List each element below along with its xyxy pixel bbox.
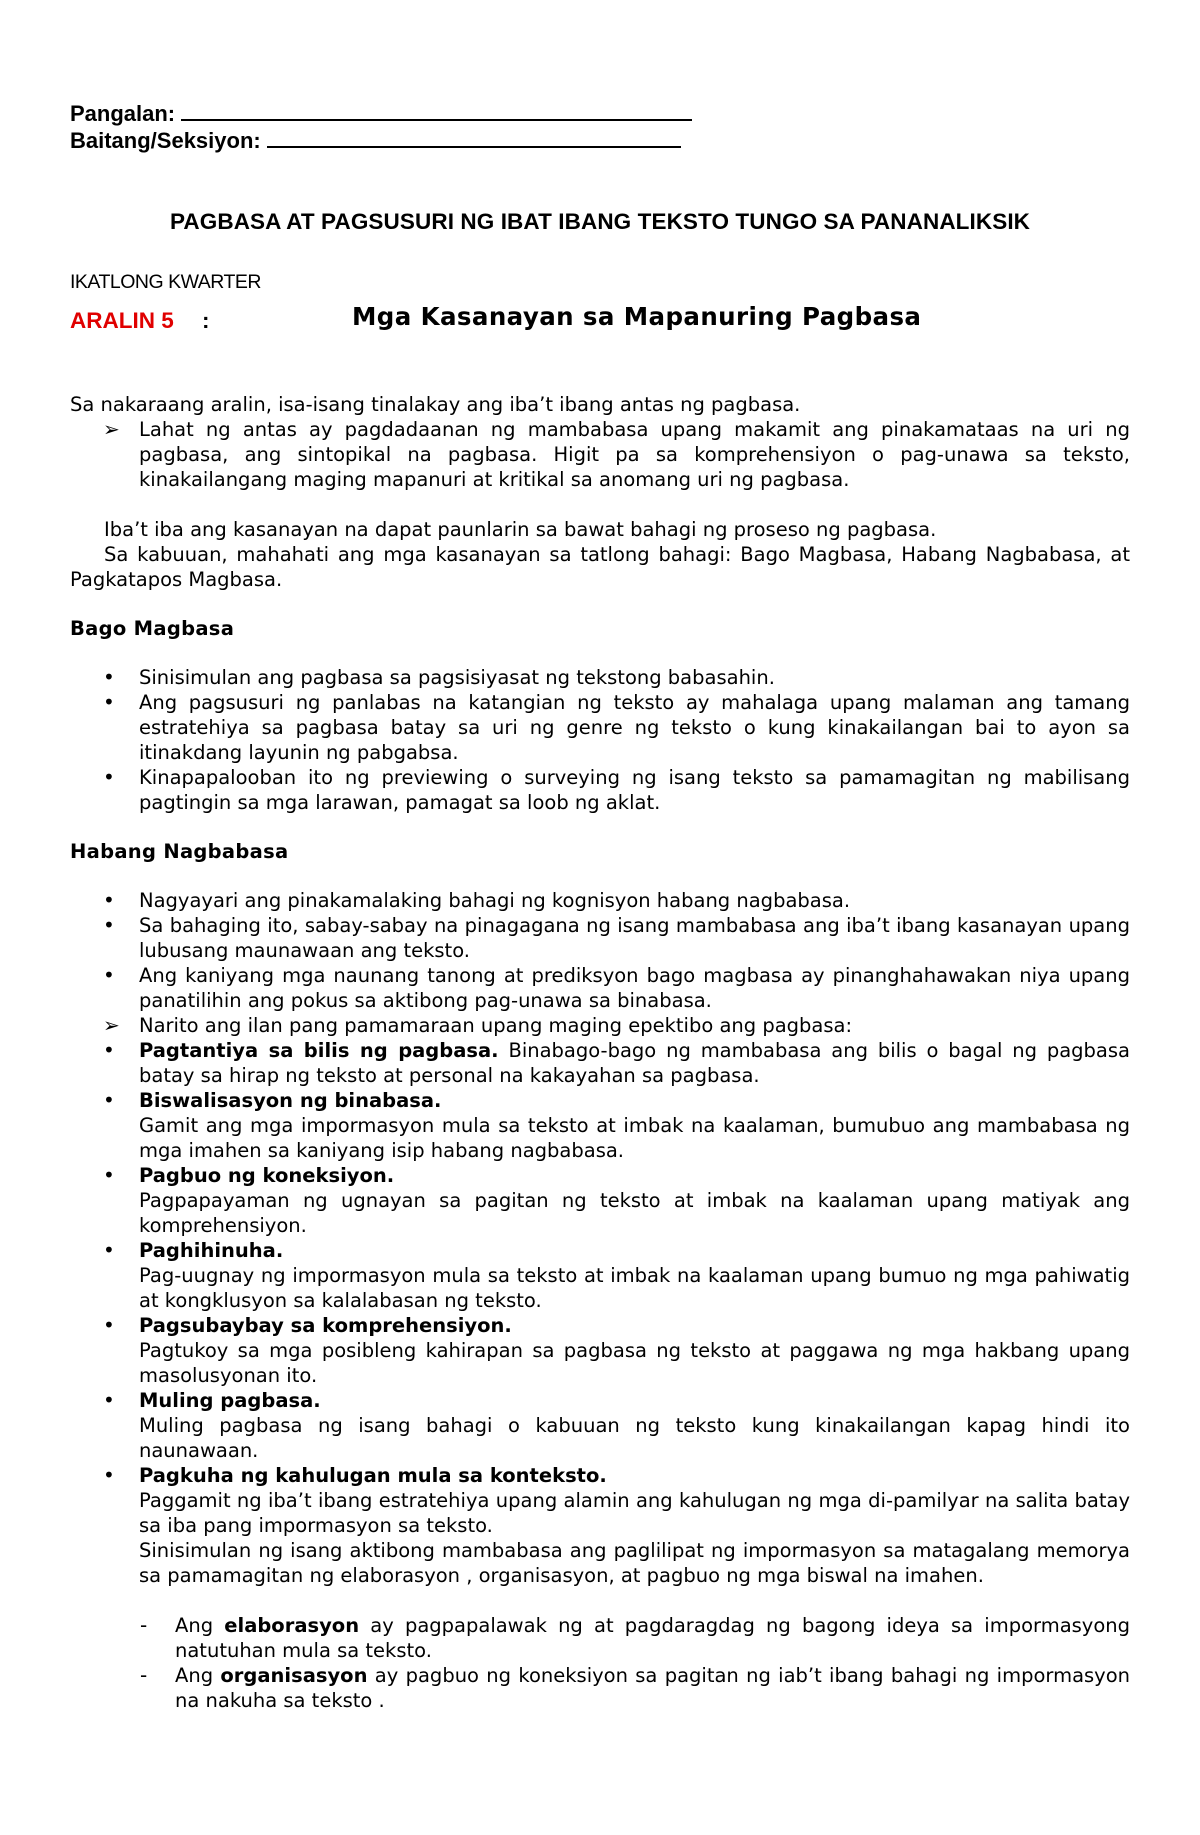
arrow-icon: ➢ xyxy=(103,1013,120,1037)
list-item xyxy=(70,665,1130,690)
dash-icon: - xyxy=(140,1613,148,1637)
habang-list xyxy=(70,888,1130,1588)
bullet-icon: • xyxy=(103,1163,115,1187)
strategy-desc: Pag-uugnay ng impormasyon mula sa teksto at imbak na kaalaman upang bumuo ng mga pahiwatig at kongklusyon sa kalalabasan ng teksto. xyxy=(139,1264,1130,1312)
strategy-item xyxy=(70,1238,1130,1313)
dash-post: ay pagpapalawak ng at pagdaragdag ng bagong ideya sa impormasyong natutuhan mula sa teksto. xyxy=(175,1614,1131,1662)
list-item xyxy=(70,963,1130,1013)
section-field xyxy=(70,127,1130,154)
strategy-desc: Paggamit ng iba’t ibang estratehiya upang alamin ang kahulugan ng mga di-pamilyar na salita batay sa iba pang impormasyon sa teksto. xyxy=(139,1489,1130,1537)
strategy-term: Muling pagbasa. xyxy=(139,1389,321,1412)
bullet-icon: • xyxy=(103,1038,115,1062)
intro-paragraph-2: Sa kabuuan, mahahati ang mga kasanayan sa tatlong bahagi: Bago Magbasa, Habang Nagbabasa, at Pagkatapos Magbasa. xyxy=(70,543,1130,591)
bullet-icon: • xyxy=(103,765,115,789)
document-title: PAGBASA AT PAGSUSURI NG IBAT IBANG TEKSTO TUNGO SA PANANALIKSIK xyxy=(169,209,1031,234)
bago-item-text: Sinisimulan ang pagbasa sa pagsisiyasat ng tekstong babasahin. xyxy=(139,666,775,689)
bago-item-text: Kinapapalooban ito ng previewing o surveying ng isang teksto sa pamamagitan ng mabilisang pagtingin sa mga larawan, pamagat sa loob ng aklat. xyxy=(139,766,1130,814)
strategy-desc: Pagpapayaman ng ugnayan sa pagitan ng teksto at imbak na kaalaman upang matiyak ang komprehensiyon. xyxy=(139,1189,1130,1237)
strategy-term: Pagtantiya sa bilis ng pagbasa. xyxy=(139,1039,499,1062)
name-blank[interactable] xyxy=(181,100,692,121)
dash-pre: Ang xyxy=(175,1664,214,1687)
bullet-icon: • xyxy=(103,1388,115,1412)
intro-arrow-text: Lahat ng antas ay pagdadaanan ng mambabasa upang makamit ang pinakamataas na uri ng pagbasa, ang sintopikal na pagbasa. Higit pa sa komprehensiyon o pag-unawa sa teksto, kinakailangang maging mapanuri at kritikal sa anomang uri ng pagbasa. xyxy=(139,418,1130,491)
habang-heading: Habang Nagbabasa xyxy=(70,840,289,863)
lesson-header xyxy=(70,300,1130,340)
intro-paragraph-1: Iba’t iba ang kasanayan na dapat paunlarin sa bawat bahagi ng proseso ng pagbasa. xyxy=(104,518,937,541)
dash-term: organisasyon xyxy=(220,1664,368,1687)
dash-icon: - xyxy=(140,1663,148,1687)
lesson-number: ARALIN 5 xyxy=(70,308,174,333)
bullet-icon: • xyxy=(103,1313,115,1337)
bullet-icon: • xyxy=(103,913,115,937)
dash-item xyxy=(70,1613,1130,1663)
strategy-item xyxy=(70,1038,1130,1088)
strategy-term: Biswalisasyon ng binabasa. xyxy=(139,1089,442,1112)
dash-item xyxy=(70,1663,1130,1713)
list-item xyxy=(70,888,1130,913)
name-label: Pangalan: xyxy=(70,101,176,126)
intro-line: Sa nakaraang aralin, isa-isang tinalakay ang iba’t ibang antas ng pagbasa. xyxy=(70,393,801,416)
name-field xyxy=(70,100,1130,127)
dash-post: ay pagbuo ng koneksiyon sa pagitan ng iab’t ibang bahagi ng impormasyon na nakuha sa teksto . xyxy=(175,1664,1131,1712)
dash-pre: Ang xyxy=(175,1614,214,1637)
dash-term: elaborasyon xyxy=(224,1614,360,1637)
bullet-icon: • xyxy=(103,1463,115,1487)
bullet-icon: • xyxy=(103,690,115,714)
bago-heading: Bago Magbasa xyxy=(70,617,235,640)
strategy-term: Pagbuo ng koneksiyon. xyxy=(139,1164,395,1187)
strategy-term: Pagsubaybay sa komprehensiyon. xyxy=(139,1314,512,1337)
lesson-colon: : xyxy=(202,308,210,333)
strategy-term: Paghihinuha. xyxy=(139,1239,284,1262)
bullet-icon: • xyxy=(103,665,115,689)
strategy-extra: Sinisimulan ng isang aktibong mambabasa ang paglilipat ng impormasyon sa matagalang memorya sa pamamagitan ng elaborasyon , organisasyon, at pagbuo ng mga biswal na imahen. xyxy=(139,1539,1130,1587)
strategy-item xyxy=(70,1388,1130,1463)
quarter-label: IKATLONG KWARTER xyxy=(70,271,261,293)
bullet-icon: • xyxy=(103,1088,115,1112)
arrow-icon: ➢ xyxy=(103,417,120,441)
strategy-desc: Gamit ang mga impormasyon mula sa teksto at imbak na kaalaman, bumubuo ang mambabasa ng mga imahen sa kaniyang isip habang nagbabasa. xyxy=(139,1114,1130,1162)
habang-item-text: Nagyayari ang pinakamalaking bahagi ng kognisyon habang nagbabasa. xyxy=(139,889,851,912)
list-item xyxy=(70,913,1130,963)
bullet-icon: • xyxy=(103,888,115,912)
habang-item-text: Sa bahaging ito, sabay-sabay na pinagagana ng isang mambabasa ang iba’t ibang kasanayan upang lubusang maunawaan ang teksto. xyxy=(139,914,1130,962)
list-item xyxy=(70,1013,1130,1038)
bago-list xyxy=(70,665,1130,815)
strategy-desc: Binabago-bago ng mambabasa ang bilis o bagal ng pagbasa batay sa hirap ng teksto at personal na kakayahan sa pagbasa. xyxy=(139,1039,1130,1087)
section-label: Baitang/Seksiyon: xyxy=(70,128,261,153)
strategy-item xyxy=(70,1313,1130,1388)
strategy-desc: Muling pagbasa ng isang bahagi o kabuuan ng teksto kung kinakailangan kapag hindi ito naunawaan. xyxy=(139,1414,1130,1462)
bullet-icon: • xyxy=(103,963,115,987)
strategy-item xyxy=(70,1088,1130,1163)
intro-arrow-item xyxy=(70,417,1130,492)
strategy-item xyxy=(70,1463,1130,1588)
section-blank[interactable] xyxy=(267,127,681,148)
strategy-item xyxy=(70,1163,1130,1238)
list-item xyxy=(70,690,1130,765)
lesson-title: Mga Kasanayan sa Mapanuring Pagbasa xyxy=(352,302,922,331)
strategy-desc: Pagtukoy sa mga posibleng kahirapan sa pagbasa ng teksto at paggawa ng mga hakbang upang masolusyonan ito. xyxy=(139,1339,1130,1387)
habang-arrow-text: Narito ang ilan pang pamamaraan upang maging epektibo ang pagbasa: xyxy=(139,1014,853,1037)
dash-list xyxy=(70,1613,1130,1713)
habang-item-text: Ang kaniyang mga naunang tanong at prediksyon bago magbasa ay pinanghahawakan niya upang panatilihin ang pokus sa aktibong pag-unawa sa binabasa. xyxy=(139,964,1130,1012)
bullet-icon: • xyxy=(103,1238,115,1262)
bago-item-text: Ang pagsusuri ng panlabas na katangian ng teksto ay mahalaga upang malaman ang tamang estratehiya sa pagbasa batay sa uri ng genre ng teksto o kung kinakailangan bai to ayon sa itinakdang layunin ng pabgabsa. xyxy=(139,691,1130,764)
list-item xyxy=(70,765,1130,815)
strategy-term: Pagkuha ng kahulugan mula sa konteksto. xyxy=(139,1464,607,1487)
